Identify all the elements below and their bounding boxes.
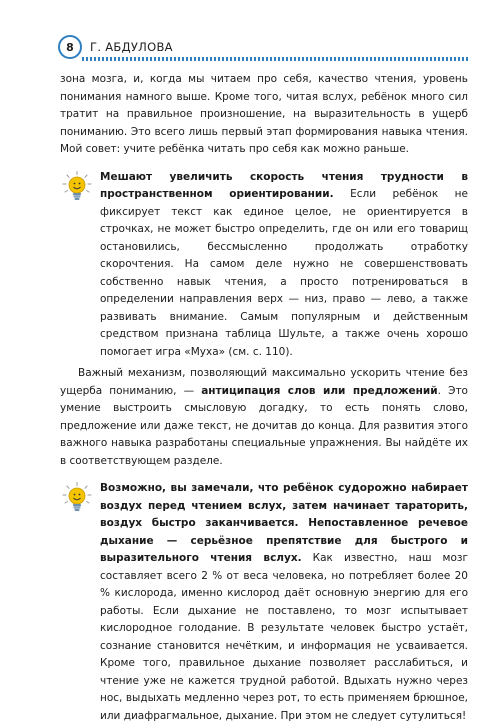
page-header [58,35,468,63]
tip-lead: Возможно, вы замечали, что ребёнок судорожно набирает воздух перед чтением вслух, затем начинает тараторить, воздух быстро заканчивается. Непоставленное речевое дыхание — серьёзное препятствие для быстрого и выразительного чтения вслух. [100,482,468,564]
key-term: антиципация слов или предложений [201,384,438,397]
tip-text [100,169,468,362]
page-body [60,71,468,725]
paragraph-anticipation: Важный механизм, позволяющий максимально ускорить чтение без ущерба пониманию, — антиципация слов или предложений. Это умение выстроить смысловую догадку, то есть понять слово, предложение или даже текст, не дочитав до конца. Для развития этого важного навыка разработаны специальные упражнения. Вы найдёте их в соответствующем разделе. [60,367,468,467]
tip-block-breathing [60,480,468,725]
tip-text [100,480,468,725]
running-head-author: Г. АБДУЛОВА [90,40,173,54]
lightbulb-icon [62,482,92,514]
page-number: 8 [58,35,82,59]
paragraph-continuation: зона мозга, и, когда мы читаем про себя, качество чтения, уровень понимания намного выше. Кроме того, читая вслух, ребёнок много сил тратит на правильное произношение, на выразительность в ущерб пониманию. Это всего лишь первый этап формирования навыка чтения. Мой совет: учите ребёнка читать про себя как можно раньше. [60,73,468,155]
tip-block-spatial-orientation [60,169,468,362]
lightbulb-icon [62,171,92,203]
header-dotted-rule [82,57,468,61]
tip-lead: Мешают увеличить скорость чтения трудности в пространственном ориентировании. [100,170,468,200]
tip-body: Если ребёнок не фиксирует текст как единое целое, не ориентируется в строчках, не может быстро определить, где он или его товарищ остановились, бессмысленно продолжать отработку скорочтения. На самом деле нужно не совершенствовать собственно навык чтения, а просто потренироваться в определении направления верх — низ, право — лево, а также развивать внимание. Самым популярным и действенным средством признана таблица Шульте, а также очень хорошо помогает игра «Муха» (см. с. 110). [100,188,468,358]
tip-body: Как известно, наш мозг составляет всего 2 % от веса человека, но потребляет более 20 % кислорода, именно кислород даёт основную энергию для его работы. Если дыхание не поставлено, то мозг испытывает кислородное голодание. В результате человек быстро устаёт, сознание становится нечётким, и информация не усваивается. Кроме того, правильное дыхание позволяет расслабиться, и чтение уже не кажется трудной работой. Вдыхать нужно через нос, выдыхать медленно через рот, то есть применяем брюшное, или диафрагмальное, дыхание. При этом не следует сутулиться! [100,552,468,722]
